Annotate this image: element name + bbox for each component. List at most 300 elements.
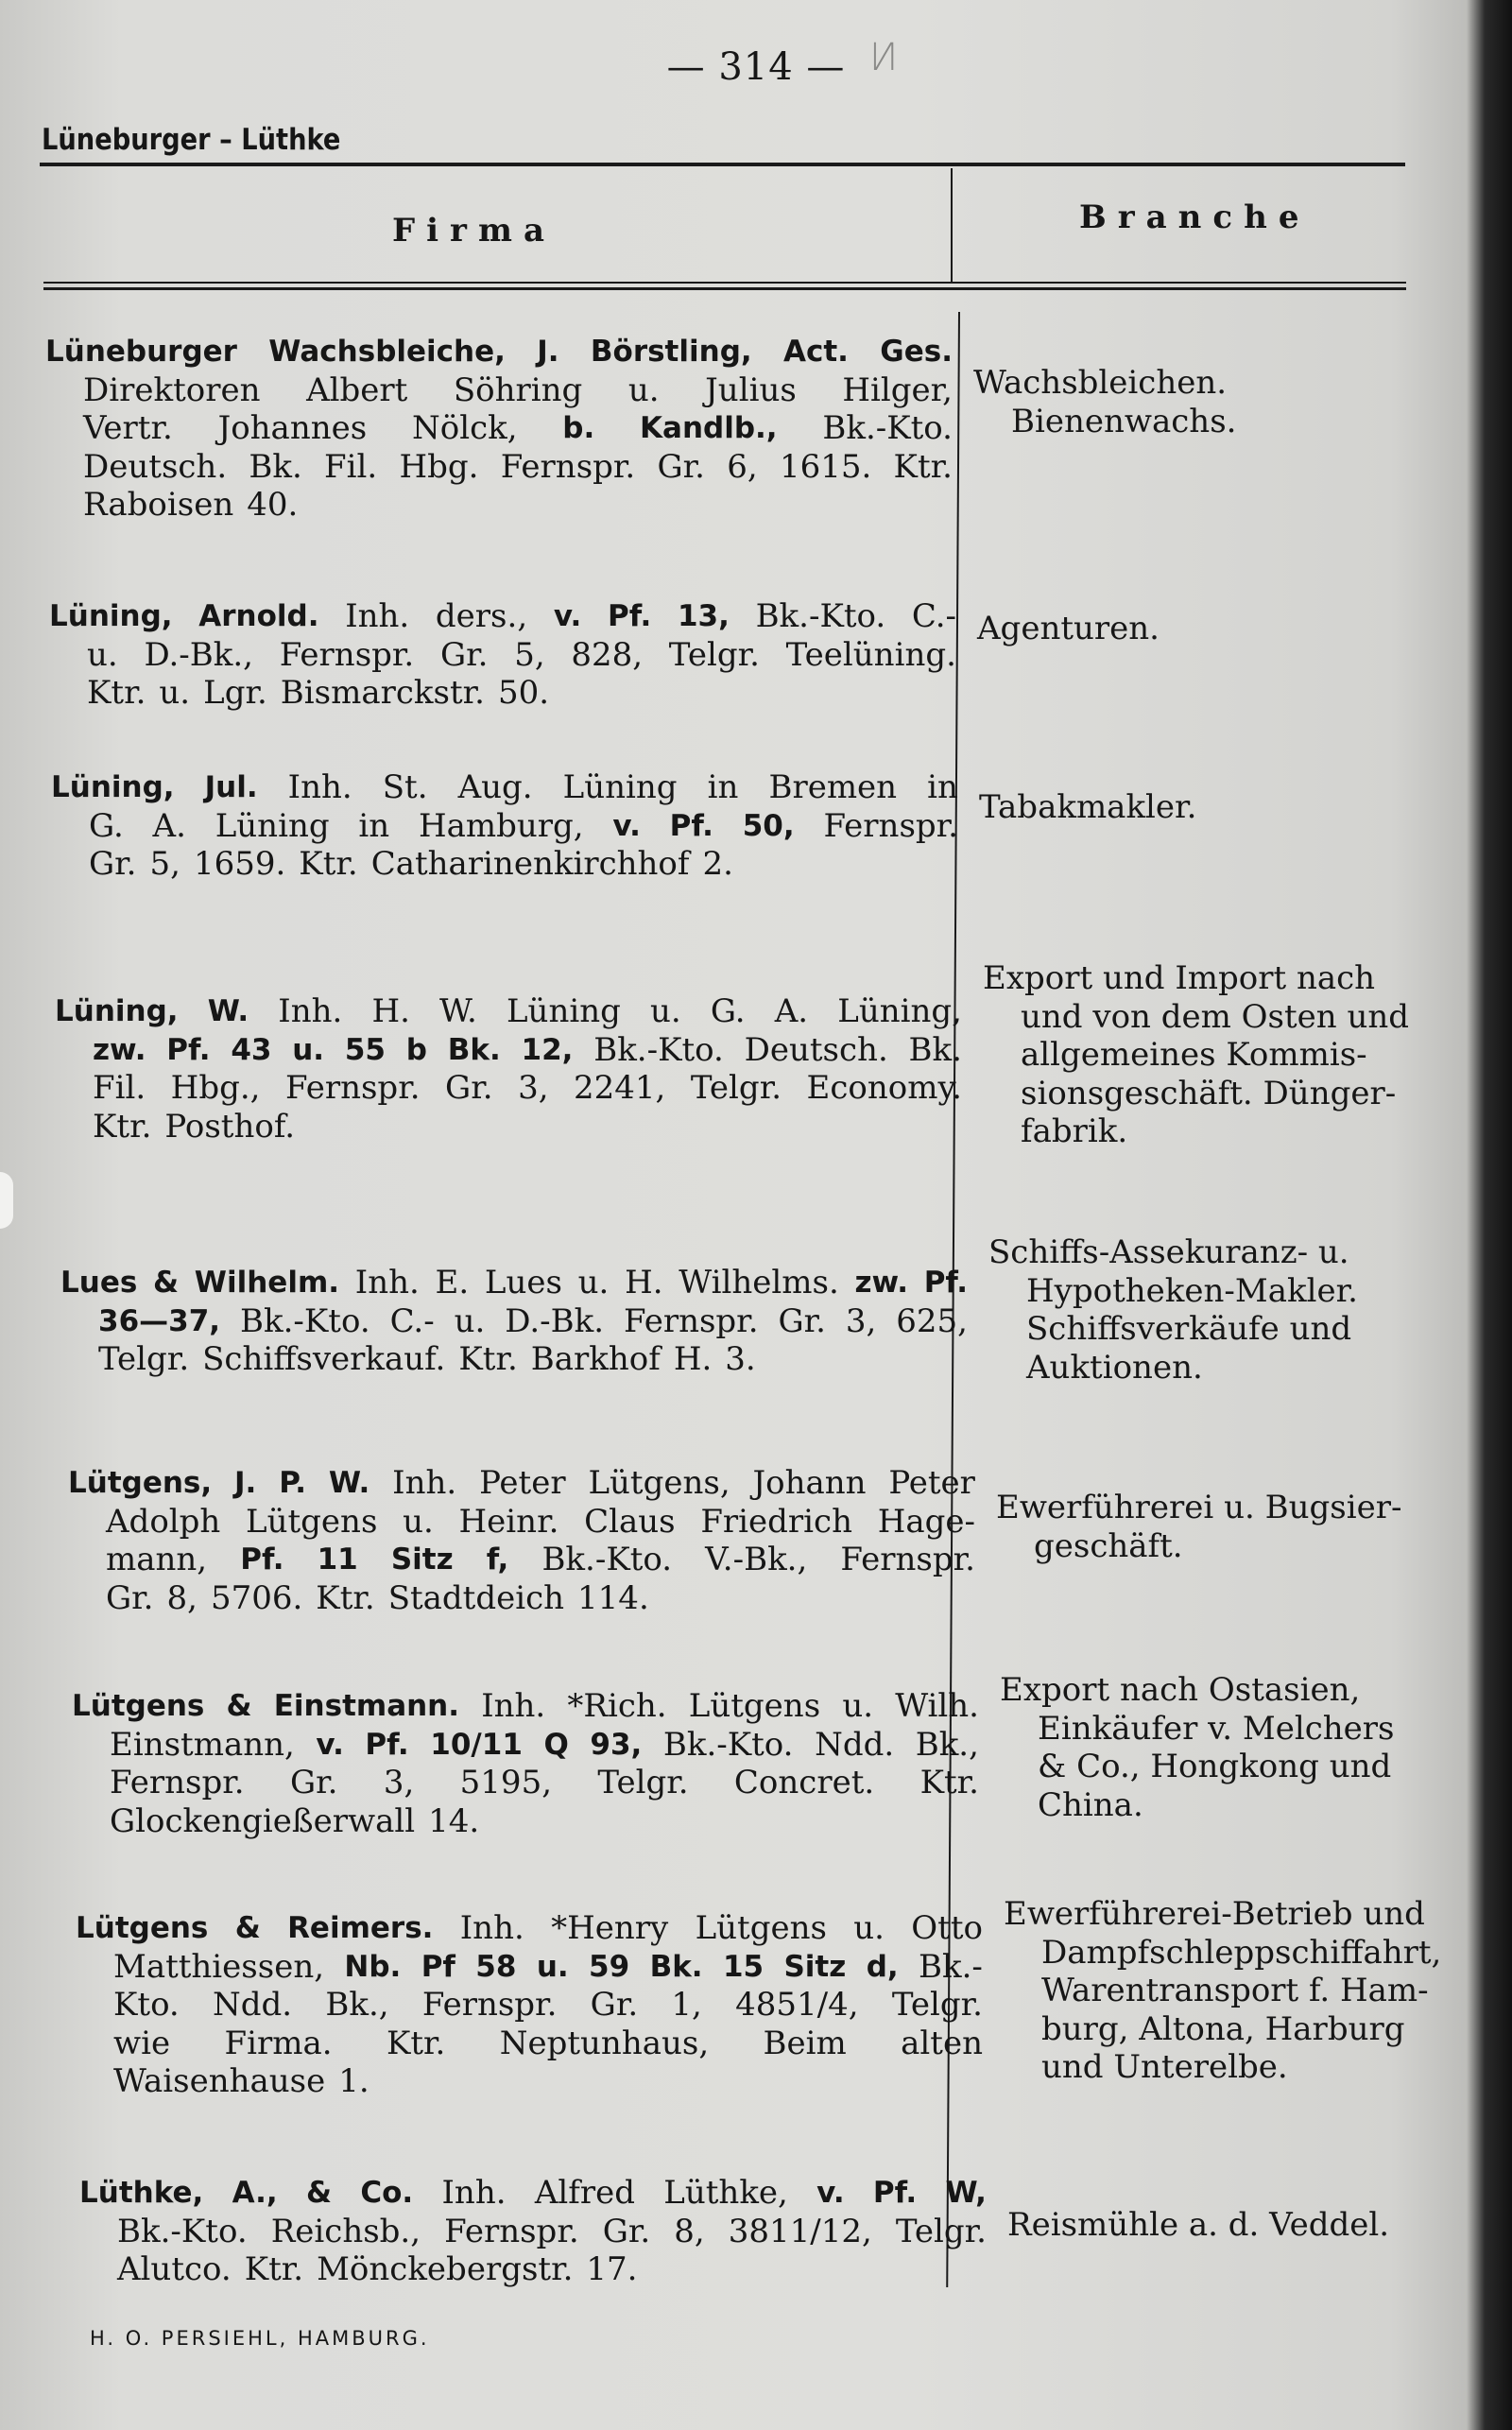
text-token: Fernspr. <box>279 635 415 674</box>
branche-line: Schiffsverkäufe und <box>1026 1310 1352 1348</box>
branche-line: Agenturen. <box>977 610 1160 647</box>
text-token: Deutsch. <box>83 447 228 486</box>
firm-name: A., <box>232 2176 278 2210</box>
text-token: 3811/12, <box>728 2212 872 2250</box>
branche-line: Einkäufer v. Melchers <box>1038 1709 1395 1748</box>
text-token: E. <box>435 1264 470 1301</box>
text-token: Telgr. <box>597 1764 689 1801</box>
bold-token: Pf. <box>365 1727 409 1762</box>
text-token: Gr. <box>778 1301 826 1340</box>
text-token: in <box>358 806 390 845</box>
firm-name: Co. <box>360 2176 414 2210</box>
firm-name: Einstmann. <box>273 1689 460 1723</box>
text-token: Inh. <box>392 1464 457 1502</box>
text-token: Deutsch. <box>744 1030 888 1069</box>
entry-line <box>55 1069 962 1108</box>
text-token: Ktr. <box>919 1764 979 1801</box>
bold-token: f, <box>486 1542 509 1577</box>
text-token: V.-Bk., <box>705 1541 808 1578</box>
text-token: Claus <box>584 1502 676 1541</box>
firm-name: W. <box>207 994 249 1028</box>
text-token: H. <box>371 992 410 1030</box>
text-token: Hilger, <box>842 371 953 409</box>
text-token: Gr. <box>289 1764 338 1801</box>
text-token: 625, <box>896 1301 968 1340</box>
entry-branche <box>996 1489 1469 1565</box>
branche-line: geschäft. <box>1034 1526 1183 1565</box>
column-header-firma: Firma <box>392 212 556 250</box>
text-token: Alutco. <box>117 2250 232 2288</box>
text-token: 5, <box>514 635 545 674</box>
entry-first-line <box>60 1264 968 1302</box>
branche-line: Schiffs-Assekuranz- u. <box>988 1233 1349 1271</box>
text-token: W. <box>439 992 477 1030</box>
text-token: 1659. <box>193 845 286 883</box>
text-token: Neptunhaus, <box>499 2024 710 2062</box>
bold-token: 55 <box>344 1032 386 1067</box>
text-token: Lgr. <box>203 674 267 712</box>
text-token: 6, <box>727 447 758 486</box>
entry-line <box>45 486 953 525</box>
text-token: Telgr. <box>891 1986 983 2024</box>
text-token: 1. <box>338 2062 369 2100</box>
bold-token: Pf. <box>669 808 713 843</box>
text-token: Bk. <box>249 447 302 486</box>
text-token: Telgr. <box>98 1340 190 1378</box>
entry-first-line <box>45 333 953 371</box>
text-token: Concret. <box>733 1764 875 1801</box>
entry <box>55 992 962 1146</box>
branche-line: und von dem Osten und <box>1021 997 1410 1036</box>
branche-line: und Unterelbe. <box>1041 2048 1288 2086</box>
text-token: Lütgens, <box>588 1464 730 1502</box>
branche-line: Reismühle a. d. Veddel. <box>1007 2206 1390 2244</box>
bold-token: 59 <box>589 1949 630 1984</box>
text-token: Inh. <box>278 992 343 1030</box>
text-token: Gr. <box>89 845 137 883</box>
text-token: Lüning <box>215 806 330 845</box>
bold-token: v. <box>612 808 641 843</box>
text-token: Beim <box>763 2024 847 2062</box>
text-token: Ktr. <box>316 1578 375 1617</box>
text-token: St. <box>382 768 428 806</box>
text-token: A. <box>774 992 809 1030</box>
text-token: Fernspr. <box>623 1301 759 1340</box>
text-token: ders., <box>435 597 528 635</box>
text-token: Gr. <box>602 2212 651 2250</box>
bold-token: Ges. <box>880 335 953 369</box>
text-token: Fernspr. <box>284 1069 421 1107</box>
bold-token: 15 <box>722 1949 765 1984</box>
bold-token: 10/11 <box>430 1727 523 1762</box>
entry-first-line <box>68 1464 975 1503</box>
text-token: Kto. <box>113 1986 180 2024</box>
binding-notch <box>0 1172 13 1229</box>
text-token: Posthof. <box>164 1107 296 1146</box>
bold-token: 50, <box>742 808 795 843</box>
entry-line <box>49 636 956 675</box>
text-token: 114. <box>577 1578 649 1617</box>
bold-token: Nb. <box>344 1949 402 1984</box>
text-token: u. <box>159 674 191 712</box>
firm-name: Lüning, <box>51 770 175 804</box>
entry <box>60 1264 968 1379</box>
firm-name: & <box>234 1911 261 1945</box>
text-token: Bk.-Kto. <box>117 2212 248 2250</box>
text-token: Alfred <box>534 2174 635 2212</box>
text-token: Economy. <box>806 1069 962 1107</box>
entry-line <box>68 1503 975 1542</box>
text-token: in <box>927 768 958 806</box>
text-token: u. <box>842 1687 874 1725</box>
text-token: D.-Bk., <box>144 635 253 674</box>
header-rule-2 <box>43 287 1406 290</box>
column-divider <box>951 168 953 282</box>
column-header-branche: Branche <box>1079 198 1311 236</box>
text-token: Teelüning. <box>785 635 956 674</box>
bold-token: v. <box>553 599 582 633</box>
bold-token: Pf. <box>923 1266 968 1300</box>
printer-imprint: H. O. PERSIEHL, HAMBURG. <box>90 2327 430 2350</box>
text-token: Bk.-Kto. <box>822 409 953 447</box>
text-token: Friedrich <box>700 1502 852 1541</box>
branche-line: Wachsbleichen. <box>973 364 1228 402</box>
bold-token: 58 <box>475 1949 517 1984</box>
text-token: in <box>707 768 739 806</box>
text-token: Bk.-Kto. <box>541 1541 673 1578</box>
entry-line <box>51 807 958 846</box>
text-token: 4851/4, <box>735 1986 859 2024</box>
bold-token: d, <box>866 1949 899 1984</box>
text-token: 5, <box>149 845 180 883</box>
entry-first-line <box>72 1687 979 1726</box>
branche-line: Warentransport f. Ham- <box>1041 1972 1429 2009</box>
text-token: Fernspr. <box>823 806 958 845</box>
bold-token: Pf. <box>607 599 652 633</box>
firm-name: Wachsbleiche, <box>268 335 506 369</box>
entry-line <box>60 1302 968 1341</box>
firm-name: Lüning, <box>55 994 179 1028</box>
firm-name: Lues <box>60 1266 138 1300</box>
firm-name: Lüthke, <box>79 2176 204 2210</box>
text-token: Inh. <box>354 1264 420 1301</box>
text-token: Ktr. <box>299 845 358 883</box>
text-token: C.- <box>389 1301 435 1340</box>
entry-first-line <box>76 1909 983 1948</box>
text-token: 5706. <box>210 1578 303 1617</box>
entry-line <box>79 2213 987 2251</box>
text-token: Ktr. <box>87 674 146 712</box>
text-token: Julius <box>705 371 797 409</box>
range-header: Lüneburger – Lüthke <box>42 123 341 157</box>
firm-name: Lüning, <box>49 599 173 633</box>
bold-token: Pf. <box>240 1542 284 1577</box>
text-token: mann, <box>106 1541 208 1578</box>
text-token: Lütgens <box>688 1687 821 1725</box>
entry-branche <box>977 610 1450 648</box>
text-token: Aug. <box>457 768 533 806</box>
text-token: Heinr. <box>458 1502 559 1541</box>
entry-first-line <box>51 768 958 807</box>
text-token: Ktr. <box>244 2250 304 2288</box>
text-token: Lüning <box>506 992 621 1030</box>
text-token: 1615. <box>779 447 872 486</box>
text-token: Direktoren <box>83 371 261 409</box>
top-rule <box>40 163 1405 166</box>
text-token: Bk.- <box>919 1947 983 1986</box>
text-token: Fernspr. <box>840 1541 975 1578</box>
text-token: Wilhelms. <box>679 1264 839 1301</box>
text-token: Peter <box>479 1464 566 1502</box>
entry-line <box>76 1948 983 1987</box>
bold-token: 13, <box>677 599 730 633</box>
bold-token: W, <box>945 2176 987 2210</box>
branche-line: China. <box>1038 1785 1143 1824</box>
text-token: Bk.-Kto. <box>662 1725 794 1764</box>
text-token: 3, <box>518 1069 549 1107</box>
text-token: Ktr. <box>458 1340 518 1378</box>
text-token: Adolph <box>106 1502 221 1541</box>
text-token: Inh. <box>459 1909 524 1947</box>
text-token: Lues <box>484 1264 562 1301</box>
text-token: Bk.-Kto. <box>755 597 886 635</box>
entry-first-line <box>49 597 956 636</box>
firm-name: & <box>306 2176 333 2210</box>
bold-token: 11 <box>317 1542 358 1577</box>
branche-line: Export und Import nach <box>983 959 1376 997</box>
entry-line <box>45 371 953 410</box>
bold-token: 12, <box>521 1032 574 1067</box>
text-token: u. <box>853 1909 885 1947</box>
firm-name: Wilhelm. <box>194 1266 340 1300</box>
text-token: Lütgens <box>695 1909 827 1947</box>
text-token: Inh. <box>441 2174 507 2212</box>
entry-line <box>45 448 953 487</box>
firm-name: Jul. <box>204 770 258 804</box>
entry <box>45 333 953 525</box>
text-token: 14. <box>428 1801 480 1840</box>
text-token: Telgr. <box>895 2212 987 2250</box>
text-token: Söhring <box>453 371 583 409</box>
entry-line <box>55 1108 962 1146</box>
text-token: Ndd. <box>815 1725 895 1764</box>
bold-token: Kandlb., <box>640 411 778 445</box>
text-token: 3. <box>725 1340 756 1378</box>
bold-token: v. <box>816 2176 845 2210</box>
bold-token: 36—37, <box>98 1303 221 1338</box>
entry-branche <box>973 364 1446 440</box>
bold-token: Sitz <box>783 1949 847 1984</box>
firm-name: J. <box>537 335 559 369</box>
text-token: Gr. <box>590 1986 639 2024</box>
firm-name: Lütgens, <box>68 1466 213 1500</box>
text-token: u. <box>627 371 660 409</box>
text-token: Raboisen <box>83 486 234 524</box>
branche-line: Ewerführerei-Betrieb und <box>1004 1895 1425 1933</box>
text-token: Gr. <box>445 1069 493 1107</box>
bold-token: Sitz <box>390 1542 454 1577</box>
text-token: Ktr. <box>93 1107 152 1146</box>
text-token: 828, <box>571 635 644 674</box>
firm-name: P. <box>279 1466 306 1500</box>
bold-token: v. <box>316 1727 344 1762</box>
branche-line: Dampfschleppschiffahrt, <box>1041 1933 1442 1972</box>
entry <box>51 768 958 884</box>
text-token: Lüning <box>562 768 678 806</box>
text-token: Bremen <box>768 768 898 806</box>
text-token: Waisenhause <box>113 2062 326 2100</box>
entry-first-line <box>55 992 962 1031</box>
text-token: Johannes <box>217 409 368 447</box>
entry-branche <box>1004 1895 1476 2087</box>
bold-token: u. <box>292 1032 325 1067</box>
firm-name: Lütgens <box>76 1911 209 1945</box>
entry-line <box>76 2025 983 2063</box>
text-token: Barkhof <box>530 1340 661 1378</box>
text-token: *Rich. <box>567 1687 667 1725</box>
text-token: Gr. <box>657 447 705 486</box>
firm-name: & <box>153 1266 180 1300</box>
firm-name: Börstling, <box>590 335 752 369</box>
text-token: Fernspr. <box>110 1764 245 1801</box>
text-token: Firma. <box>224 2024 333 2062</box>
text-token: Ktr. <box>386 2024 446 2062</box>
branche-line: Hypotheken-Makler. <box>1026 1271 1358 1310</box>
entry-line <box>49 674 956 713</box>
header-rule-1 <box>43 282 1406 284</box>
text-token: Fernspr. <box>444 2212 579 2250</box>
firm-name: J. <box>234 1466 257 1500</box>
bold-token: zw. <box>854 1266 908 1300</box>
entry <box>76 1909 983 2101</box>
text-token: A. <box>152 806 186 845</box>
page-number: — 314 — <box>666 45 846 89</box>
text-token: wie <box>113 2024 171 2062</box>
text-token: H. <box>625 1264 663 1301</box>
text-token: 3, <box>845 1301 877 1340</box>
branche-line: allgemeines Kommis- <box>1021 1036 1367 1074</box>
bold-token: Act. <box>783 335 849 369</box>
text-token: Glockengießerwall <box>110 1801 416 1840</box>
text-token: Lütgens <box>246 1502 378 1541</box>
text-token: Bk., <box>915 1725 979 1764</box>
text-token: Stadtdeich <box>387 1578 565 1617</box>
text-token: 5195, <box>459 1764 553 1801</box>
bold-token: 93, <box>590 1727 643 1762</box>
text-token: 17. <box>586 2250 638 2288</box>
text-token: Peter <box>888 1464 975 1502</box>
text-token: Mönckebergstr. <box>317 2250 574 2288</box>
bold-token: zw. <box>93 1032 146 1067</box>
text-token: Bk. <box>908 1030 962 1069</box>
entry-branche <box>988 1233 1461 1387</box>
entry-line <box>45 409 953 448</box>
bold-token: Bk. <box>649 1949 703 1984</box>
text-token: 40. <box>247 486 299 524</box>
firm-name: W. <box>328 1466 370 1500</box>
entry-line <box>68 1579 975 1618</box>
branche-line: sionsgeschäft. Dünger- <box>1021 1074 1397 1112</box>
text-token: Catharinenkirchhof <box>370 845 690 883</box>
text-token: Otto <box>911 1909 983 1947</box>
text-token: Ktr. <box>893 447 953 486</box>
bold-token: u. <box>536 1949 569 1984</box>
text-token: 1, <box>671 1986 702 2024</box>
entry-line <box>68 1541 975 1579</box>
text-token: Albert <box>306 371 408 409</box>
branche-line: & Co., Hongkong und <box>1038 1748 1392 1785</box>
text-token: Telgr. <box>668 635 760 674</box>
text-token: 2241, <box>574 1069 666 1107</box>
text-token: Einstmann, <box>110 1725 295 1764</box>
entry-line <box>55 1031 962 1070</box>
text-token: Hbg., <box>170 1069 261 1107</box>
entry-line <box>72 1764 979 1802</box>
bold-token: b. <box>562 411 595 445</box>
text-token: Fernspr. <box>421 1986 558 2024</box>
entry <box>79 2174 987 2289</box>
text-token: u. <box>403 1502 434 1541</box>
branche-line: Export nach Ostasien, <box>1000 1671 1361 1709</box>
entry-line <box>51 845 958 884</box>
branche-line: Bienenwachs. <box>1011 402 1237 440</box>
text-token: Wilh. <box>895 1687 979 1725</box>
entry-line <box>72 1802 979 1841</box>
entry-branche <box>1007 2206 1480 2245</box>
firm-name: Arnold. <box>198 599 319 633</box>
text-token: u. <box>577 1264 610 1301</box>
bold-token: Pf. <box>166 1032 211 1067</box>
entry-line <box>76 2062 983 2101</box>
entry <box>68 1464 975 1617</box>
text-token: Bismarckstr. <box>280 674 485 712</box>
text-token: Schiffsverkauf. <box>202 1340 446 1378</box>
firm-name: Reimers. <box>287 1911 434 1945</box>
entry <box>49 597 956 713</box>
firm-name: Lütgens <box>72 1689 205 1723</box>
text-token: alten <box>901 2024 983 2062</box>
entry-first-line <box>79 2174 987 2213</box>
text-token: u. <box>650 992 681 1030</box>
bold-token: Pf. <box>872 2176 918 2210</box>
text-token: Vertr. <box>83 409 173 447</box>
text-token: 8, <box>674 2212 705 2250</box>
text-token: 50. <box>497 674 550 712</box>
text-token: Nölck, <box>411 409 518 447</box>
entry-line <box>72 1726 979 1765</box>
branche-line: Tabakmakler. <box>979 788 1197 826</box>
firm-name: & <box>226 1689 252 1723</box>
text-token: u. <box>87 635 118 674</box>
text-token: Inh. <box>345 597 410 635</box>
branche-line: Ewerführerei u. Bugsier- <box>996 1489 1402 1526</box>
text-token: Matthiessen, <box>113 1947 325 1986</box>
text-token: H. <box>673 1340 713 1378</box>
text-token: Fil. <box>93 1069 146 1107</box>
text-token: Inh. <box>481 1687 546 1725</box>
text-token: Bk.-Kto. <box>593 1030 724 1069</box>
entry-line <box>60 1340 968 1379</box>
text-token: Lüning, <box>837 992 962 1030</box>
text-token: *Henry <box>551 1909 669 1947</box>
firm-name: Lüneburger <box>45 335 237 369</box>
entry-line <box>76 1986 983 2025</box>
text-token: u. <box>454 1301 486 1340</box>
text-token: Fernspr. <box>500 447 636 486</box>
text-token: 2. <box>702 845 733 883</box>
text-token: Gr. <box>439 635 489 674</box>
text-token: D.-Bk. <box>505 1301 605 1340</box>
